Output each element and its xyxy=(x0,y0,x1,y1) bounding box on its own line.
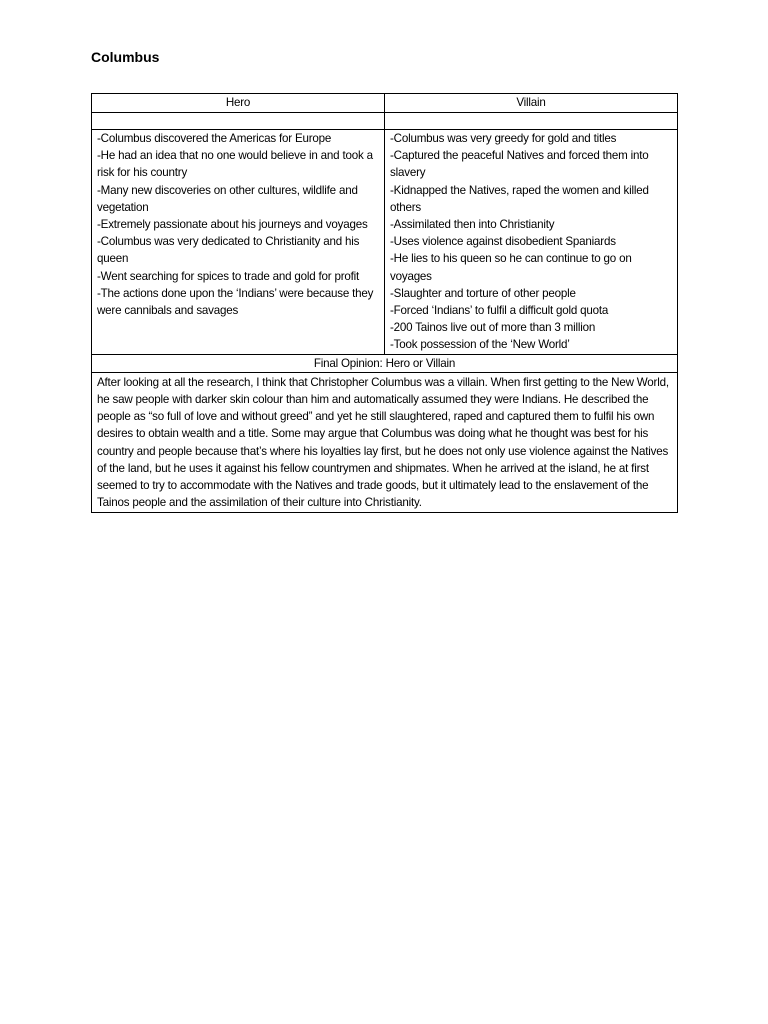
hero-point: -Many new discoveries on other cultures, wildlife and vegetation xyxy=(97,183,358,214)
villain-points-cell xyxy=(385,130,678,355)
villain-header: Villain xyxy=(385,94,678,113)
villain-point: -Captured the peaceful Natives and forced them into slavery xyxy=(390,149,649,180)
hero-points-cell xyxy=(92,130,385,355)
final-opinion-heading-row xyxy=(92,354,678,372)
villain-point: -Assimilated then into Christianity xyxy=(390,218,555,232)
hero-point: -The actions done upon the ‘Indians’ were because they were cannibals and savages xyxy=(97,286,374,318)
villain-point: -Forced ‘Indians’ to fulfil a difficult gold quota xyxy=(390,304,609,318)
empty-cell-left xyxy=(92,113,385,130)
header-row xyxy=(92,94,678,113)
villain-point: -Took possession of the ‘New World’ xyxy=(390,338,570,352)
final-opinion-row xyxy=(92,372,678,513)
hero-point: -Went searching for spices to trade and gold for profit xyxy=(97,269,360,283)
page-title: Columbus xyxy=(91,49,160,65)
hero-point: -Extremely passionate about his journeys and voyages xyxy=(97,218,368,232)
hero-villain-table xyxy=(91,93,678,513)
villain-point: -200 Tainos live out of more than 3 million xyxy=(390,321,596,335)
villain-point: -Kidnapped the Natives, raped the women and killed others xyxy=(390,183,649,214)
empty-row xyxy=(92,113,678,130)
hero-header: Hero xyxy=(92,94,385,113)
villain-point: -He lies to his queen so he can continue to go on voyages xyxy=(390,252,632,283)
hero-point: -He had an idea that no one would believe in and took a risk for his country xyxy=(97,149,373,180)
villain-point: -Uses violence against disobedient Spaniards xyxy=(390,235,616,249)
hero-point: -Columbus was very dedicated to Christianity and his queen xyxy=(97,235,360,266)
villain-point: -Slaughter and torture of other people xyxy=(390,286,576,300)
villain-point: -Columbus was very greedy for gold and titles xyxy=(390,132,617,145)
hero-point: -Columbus discovered the Americas for Europe xyxy=(97,132,332,145)
final-opinion-heading: Final Opinion: Hero or Villain xyxy=(92,354,678,372)
final-opinion-text: After looking at all the research, I think that Christopher Columbus was a villain. When first getting to the New World, he saw people with darker skin colour than him and automatically assumed they were Indians. He described the people as “so full of love and without greed” and yet he still slaughtered, raped and captured them to fulfil his own desires to obtain wealth and a title. Some may argue that Columbus was doing what he thought was best for his country and people because that’s where his loyalties lay first, but he does not only use violence against the Natives of the land, but he uses it against his fellow countrymen and shipmates. When he arrived at the island, he at first seemed to try to accommodate with the Natives and trade goods, but it ultimately lead to the enslavement of the Tainos people and the assimilation of their culture into Christianity. xyxy=(92,372,678,513)
points-row xyxy=(92,130,678,355)
empty-cell-right xyxy=(385,113,678,130)
